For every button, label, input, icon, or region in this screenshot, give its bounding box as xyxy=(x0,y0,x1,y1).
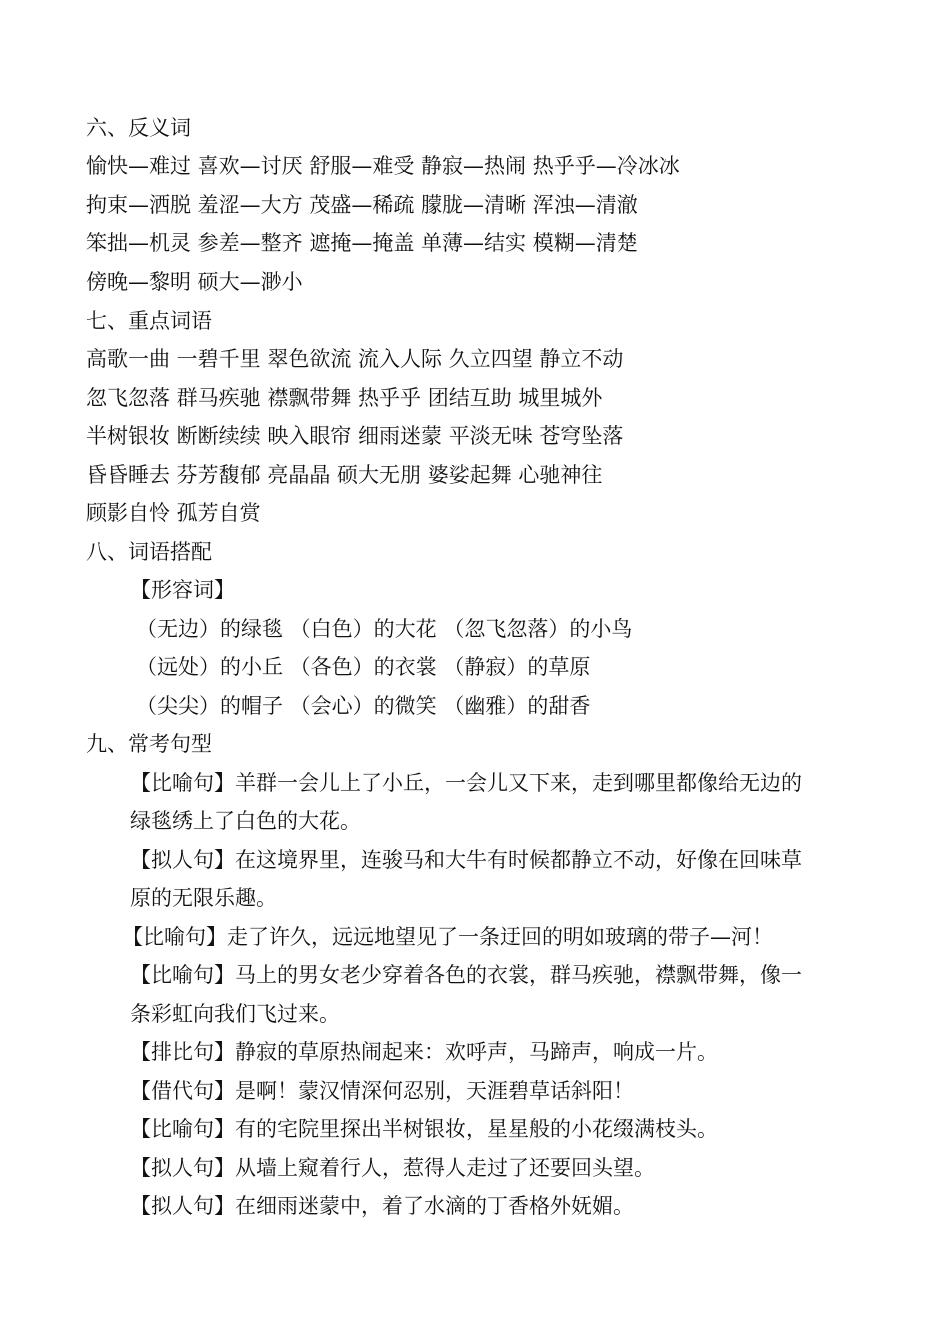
sentence-line: 【拟人句】在细雨迷蒙中，着了水滴的丁香格外妩媚。 xyxy=(130,1194,634,1218)
sentence-line: 条彩虹向我们飞过来。 xyxy=(130,1002,340,1026)
key-words-line: 半树银妆 断断续续 映入眼帘 细雨迷蒙 平淡无味 苍穹坠落 xyxy=(86,424,624,448)
key-words-line: 顾影自怜 孤芳自赏 xyxy=(86,501,261,525)
sentence-line: 【比喻句】马上的男女老少穿着各色的衣裳，群马疾驰，襟飘带舞，像一 xyxy=(130,963,802,987)
antonym-line: 拘束—洒脱 羞涩—大方 茂盛—稀疏 朦胧—清晰 浑浊—清澈 xyxy=(86,193,638,217)
section-heading-key-words: 七、重点词语 xyxy=(86,309,212,333)
collocation-line: （远处）的小丘 （各色）的衣裳 （静寂）的草原 xyxy=(136,655,591,679)
sentence-line: 原的无限乐趣。 xyxy=(130,886,277,910)
sentence-line: 【比喻句】羊群一会儿上了小丘，一会儿又下来，走到哪里都像给无边的 xyxy=(130,771,802,795)
antonym-line: 傍晚—黎明 硕大—渺小 xyxy=(86,270,303,294)
antonym-line: 笨拙—机灵 参差—整齐 遮掩—掩盖 单薄—结实 模糊—清楚 xyxy=(86,231,638,255)
sentence-line: 【借代句】是啊！蒙汉情深何忍别，天涯碧草话斜阳！ xyxy=(130,1079,634,1103)
collocation-line: （尖尖）的帽子 （会心）的微笑 （幽雅）的甜香 xyxy=(136,694,591,718)
section-heading-sentences: 九、常考句型 xyxy=(86,732,212,756)
sentence-line: 【拟人句】在这境界里，连骏马和大牛有时候都静立不动，好像在回味草 xyxy=(130,848,802,872)
sentence-line: 绿毯绣上了白色的大花。 xyxy=(130,809,361,833)
key-words-line: 高歌一曲 一碧千里 翠色欲流 流入人际 久立四望 静立不动 xyxy=(86,347,624,371)
sentence-line: 【比喻句】走了许久，远远地望见了一条迂回的明如玻璃的带子—河！ xyxy=(122,925,773,949)
sentence-line: 【比喻句】有的宅院里探出半树银妆，星星般的小花缀满枝头。 xyxy=(130,1117,718,1141)
antonym-line: 愉快—难过 喜欢—讨厌 舒服—难受 静寂—热闹 热乎乎—冷冰冰 xyxy=(86,154,680,178)
key-words-line: 忽飞忽落 群马疾驰 襟飘带舞 热乎乎 团结互助 城里城外 xyxy=(86,386,603,410)
section-heading-collocations: 八、词语搭配 xyxy=(86,540,212,564)
key-words-line: 昏昏睡去 芬芳馥郁 亮晶晶 硕大无朋 婆娑起舞 心驰神往 xyxy=(86,463,603,487)
sentence-line: 【排比句】静寂的草原热闹起来：欢呼声，马蹄声，响成一片。 xyxy=(130,1040,718,1064)
sentence-line: 【拟人句】从墙上窥着行人，惹得人走过了还要回头望。 xyxy=(130,1156,655,1180)
section-heading-antonyms: 六、反义词 xyxy=(86,116,191,140)
collocation-line: （无边）的绿毯 （白色）的大花 （忽飞忽落）的小鸟 xyxy=(136,617,633,641)
collocations-subheading: 【形容词】 xyxy=(130,578,235,602)
